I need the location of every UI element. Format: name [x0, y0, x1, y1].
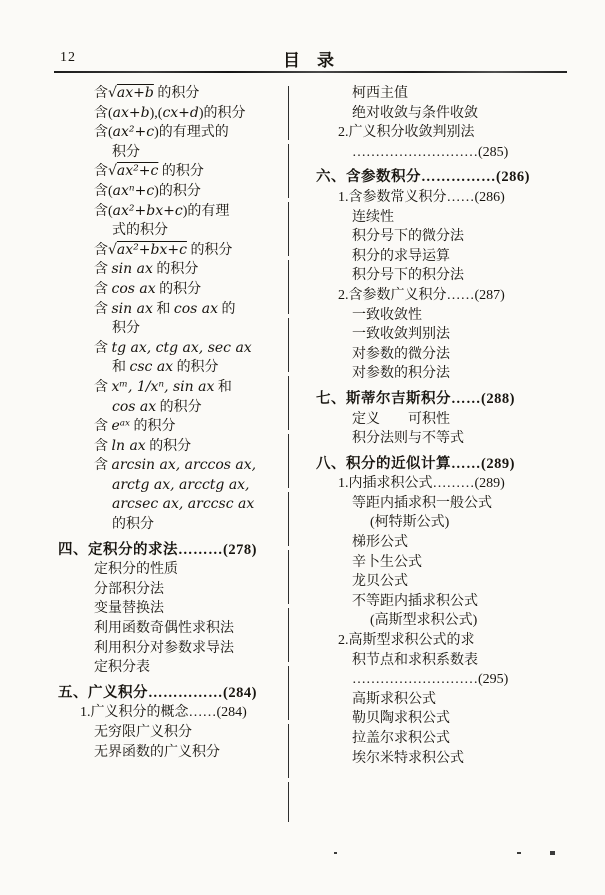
toc-entry [56, 437, 288, 457]
text-part: 和 [112, 360, 130, 376]
formula-part: arctg ax, arcctg ax, [112, 476, 250, 493]
formula-part: csc ax [129, 359, 174, 376]
toc-entry: 一致收敛性 [352, 307, 422, 323]
toc-entry: 积分号下的微分法 [352, 229, 464, 245]
toc-entry [56, 202, 288, 222]
toc-section-header: 八、积分的近似计算……(289) [316, 455, 515, 472]
text-part: 含( [94, 125, 113, 141]
toc-entry: 绝对收敛与条件收敛 [352, 105, 478, 121]
scan-speck [550, 851, 555, 855]
toc-entry: 变量替换法 [94, 601, 164, 617]
toc-entry: 辛卜生公式 [352, 554, 422, 570]
toc-entry: ………………………(295) [352, 672, 509, 688]
text-part: 含 [94, 340, 112, 356]
text-part: 含 [94, 262, 112, 278]
toc-entry [56, 339, 288, 359]
text-part: 的积分 [155, 281, 202, 297]
toc-section-header: 四、定积分的求法………(278) [58, 541, 257, 558]
text-part: 的积分 [145, 438, 192, 454]
toc-entry: 的积分 [112, 517, 154, 533]
toc-entry: 积分 [112, 321, 140, 337]
toc-entry [56, 123, 288, 143]
toc-entry: 式的积分 [112, 223, 168, 239]
toc-entry: 积分号下的积分法 [352, 268, 464, 284]
text-part: )的积分 [198, 105, 246, 121]
formula-part: cos ax [173, 300, 219, 317]
formula-part: sin ax [111, 300, 153, 317]
formula-part: √ [108, 85, 117, 101]
toc-entry: 2.高斯型求积公式的求 [338, 633, 475, 649]
text-part: 含 [94, 281, 112, 297]
toc-column-right [289, 84, 569, 845]
toc-entry: 积分 [112, 144, 140, 160]
formula-part: ln ax [111, 437, 146, 454]
toc-entry: (柯特斯公式) [370, 515, 450, 531]
toc-entry: 1.含参数常义积分……(286) [338, 189, 505, 205]
text-part: 的积分 [130, 419, 176, 435]
toc-entry: 高斯求积公式 [352, 691, 436, 707]
toc-entry: 2.含参数广义积分……(287) [338, 287, 505, 303]
toc-entry: 柯西主值 [352, 86, 408, 101]
toc-entry: 等距内插求积一般公式 [352, 495, 492, 511]
header-rule [54, 71, 567, 73]
formula-part: ax²+c [116, 163, 159, 180]
text-part: 的积分 [173, 360, 219, 376]
text-part: 的积分 [156, 399, 202, 415]
text-part: 含 [94, 242, 108, 258]
toc-entry: 分部积分法 [94, 581, 164, 597]
formula-part: cos ax [111, 280, 156, 297]
toc-entry [56, 182, 288, 202]
toc-entry: 定积分的性质 [94, 562, 178, 578]
text-part: 的积分 [153, 86, 200, 101]
toc-entry [56, 280, 288, 300]
formula-part: tg ax, ctg ax, sec ax [111, 339, 252, 356]
text-part: 含( [94, 105, 113, 121]
text-part: ),( [149, 105, 163, 121]
toc-entry: 勒贝陶求积公式 [352, 711, 450, 727]
formula-part: ax²+bx+c [112, 202, 183, 219]
toc-entry: 连续性 [352, 209, 394, 225]
toc-entry: 1.内插求积公式………(289) [338, 476, 505, 492]
formula-part: ax+b [116, 85, 154, 101]
text-part: 含 [94, 458, 112, 474]
toc-entry [56, 104, 288, 124]
toc-entry: 对参数的微分法 [352, 346, 450, 362]
text-part: 的积分 [186, 242, 233, 258]
toc-entry [56, 84, 288, 104]
toc-section-header: 五、广义积分……………(284) [58, 684, 257, 701]
text-part: 的积分 [152, 262, 199, 278]
text-part: 含 [94, 438, 112, 454]
formula-part: √ [108, 241, 117, 258]
formula-part: xᵐ, 1/xⁿ, sin ax [111, 378, 215, 395]
toc-entry: 1.广义积分的概念……(284) [80, 705, 247, 721]
text-part: 和 [214, 379, 232, 395]
toc-entry: 积分的求导运算 [352, 248, 450, 264]
toc-body [56, 84, 569, 845]
toc-entry: 对参数的积分法 [352, 366, 450, 382]
scan-speck [517, 852, 521, 854]
toc-column-left [56, 84, 288, 845]
text-part: 含 [94, 379, 112, 395]
text-part: 和 [152, 301, 174, 317]
toc-section-header: 七、斯蒂尔吉斯积分……(288) [316, 390, 515, 407]
text-part: 含( [94, 183, 113, 199]
page-title: 目 录 [283, 51, 334, 70]
toc-entry: 无穷限广义积分 [94, 725, 192, 740]
formula-part: cos ax [112, 398, 157, 415]
toc-entry [56, 358, 288, 378]
text-part: )的积分 [154, 183, 201, 199]
toc-entry: 定义 可积性 [352, 411, 450, 427]
toc-entry [56, 241, 288, 261]
text-part: 的积分 [158, 164, 204, 180]
toc-entry [56, 417, 288, 437]
toc-entry: 一致收敛判别法 [352, 327, 450, 343]
toc-entry: 利用积分对参数求导法 [94, 640, 234, 656]
text-part: )的有理式的 [154, 125, 229, 141]
toc-entry: 积节点和求积系数表 [352, 652, 478, 668]
toc-entry: 龙贝公式 [352, 574, 408, 590]
toc-entry [56, 456, 288, 476]
toc-entry [56, 495, 288, 515]
toc-entry [56, 162, 288, 182]
toc-entry [56, 300, 288, 320]
scan-speck [334, 852, 337, 854]
formula-part: axⁿ+c [112, 182, 155, 199]
toc-entry [56, 398, 288, 418]
formula-part: ax²+c [112, 124, 155, 141]
toc-entry: 不等距内插求积公式 [352, 593, 478, 609]
toc-entry [56, 476, 288, 496]
toc-entry: 定积分表 [94, 660, 150, 676]
toc-entry: 埃尔米特求积公式 [352, 750, 464, 766]
toc-entry: 利用函数奇偶性求积法 [94, 621, 234, 637]
toc-entry: 梯形公式 [352, 535, 408, 551]
formula-part: ax²+bx+c [116, 241, 187, 258]
text-part: 含 [94, 86, 108, 101]
formula-part: sin ax [111, 261, 153, 278]
page-number: 12 [60, 50, 76, 65]
page-header [56, 44, 561, 68]
toc-entry [56, 378, 288, 398]
text-part: 含 [94, 419, 112, 435]
toc-entry: 积分法则与不等式 [352, 431, 464, 447]
toc-entry: 拉盖尔求积公式 [352, 731, 450, 746]
toc-section-header: 六、含参数积分……………(286) [316, 169, 530, 186]
toc-entry: 无界函数的广义积分 [94, 744, 220, 760]
text-part: 含( [94, 203, 113, 219]
formula-part: cx+d [162, 104, 199, 121]
text-part: 的 [218, 301, 236, 317]
formula-part: √ [108, 163, 117, 180]
toc-entry: (高斯型求积公式) [370, 613, 478, 629]
formula-part: ax+b [112, 104, 150, 121]
text-part: 含 [94, 301, 112, 317]
text-part: 含 [94, 164, 108, 180]
formula-part: arcsec ax, arccsc ax [112, 496, 255, 513]
formula-part: arcsin ax, arccos ax, [111, 457, 257, 474]
toc-entry [56, 260, 288, 280]
toc-entry: ………………………(285) [352, 144, 509, 160]
formula-part: eᵃˣ [111, 418, 131, 435]
toc-entry: 2.广义积分收敛判别法 [338, 125, 475, 141]
text-part: )的有理 [182, 203, 230, 219]
